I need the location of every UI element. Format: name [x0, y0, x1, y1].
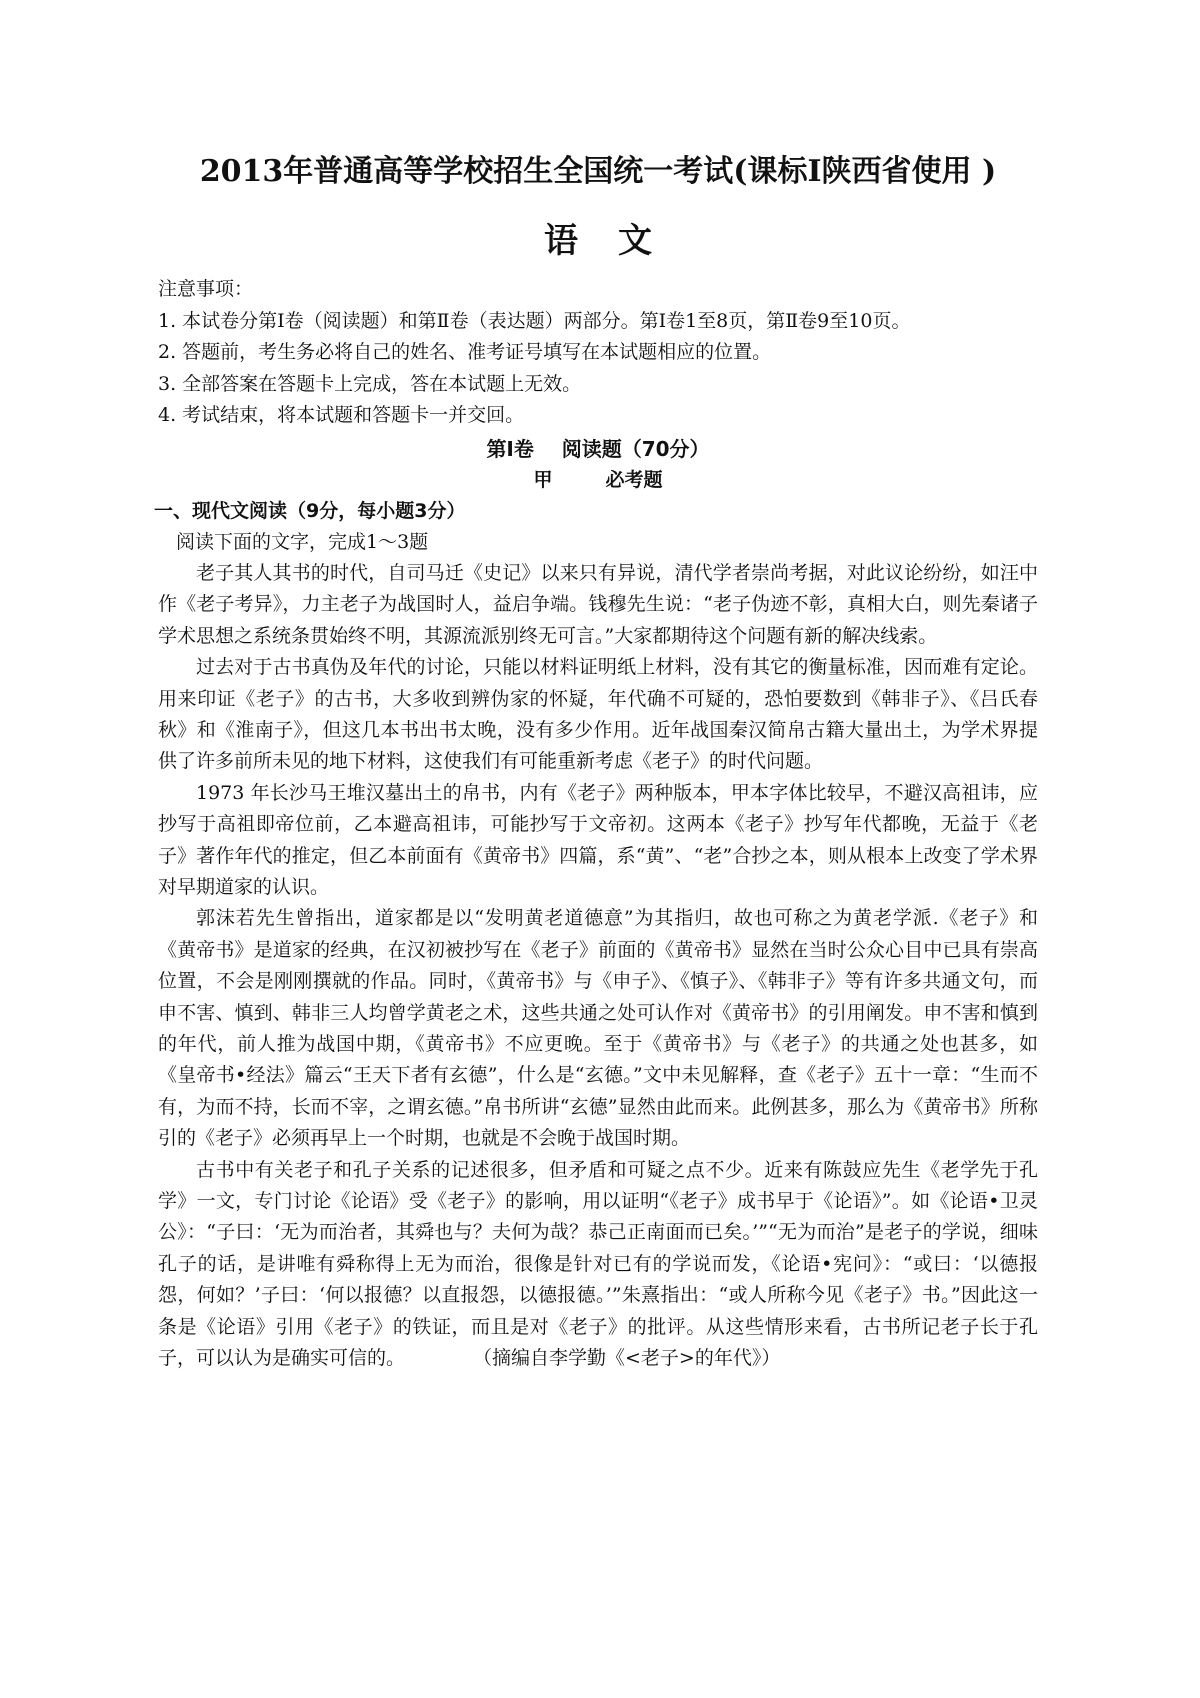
exam-title: 2013年普通高等学校招生全国统一考试(课标Ⅰ陕西省使用 ) [199, 154, 997, 189]
notice-item: 4. 考试结束，将本试题和答题卡一并交回。 [158, 404, 525, 426]
notice-block [158, 274, 1038, 432]
notice-item: 2. 答题前，考生务必将自己的姓名、准考证号填写在本试题相应的位置。 [158, 341, 772, 363]
part-title: 一、现代文阅读（9分，每小题3分） [154, 499, 466, 522]
passage-paragraph: 郭沫若先生曾指出，道家都是以“发明黄老道德意”为其指归，故也可称之为黄老学派.《老子》和《黄帝书》是道家的经典，在汉初被抄写在《老子》前面的《黄帝书》显然在当时公众心目中已具有崇高位置，不会是刚刚撰就的作品。同时，《黄帝书》与《申子》、《慎子》、《韩非子》等有许多共通文句，而申不害、慎到、韩非三人均曾学黄老之术，这些共通之处可认作对《黄帝书》的引用阐发。申不害和慎到的年代，前人推为战国中期，《黄帝书》不应更晚。至于《黄帝书》与《老子》的共通之处也甚多，如《皇帝书•经法》篇云“王天下者有玄德”，什么是“玄德。”文中未见解释，查《老子》五十一章：“生而不有，为而不持，长而不宰，之谓玄德。”帛书所讲“玄德”显然由此而来。此例甚多，那么为《黄帝书》所称引的《老子》必须再早上一个时期，也就是不会晚于战国时期。 [158, 907, 1038, 1150]
exam-page [154, 150, 1038, 1374]
notice-item: 3. 全部答案在答题卡上完成，答在本试题上无效。 [158, 372, 582, 395]
passage-paragraph-text: 古书中有关老子和孔子关系的记述很多，但矛盾和可疑之点不少。近来有陈鼓应先生《老学先于孔学》一文，专门讨论《论语》受《老子》的影响，用以证明“《老子》成书早于《论语》”。如《论语•卫灵公》：“子曰：‘无为而治者，其舜也与？夫何为哉？恭己正南面而已矣。’”“无为而治”是老子的学说，细味孔子的话，是讲唯有舜称得上无为而治，很像是针对已有的学说而发，《论语•宪问》：“或曰：‘以德报怨，何如？’子曰：‘何以报德？以直报怨，以德报德。’”朱熹指出：“或人所称今见《老子》书。”因此这一条是《论语》引用《老子》的铁证，而且是对《老子》的批评。从这些情形来看，古书所记老子长于孔子，可以认为是确实可信的。 [158, 1158, 1038, 1370]
section-subtitle: 甲 必考题 [533, 468, 663, 491]
notice-item: 1. 本试卷分第Ⅰ卷（阅读题）和第Ⅱ卷（表达题）两部分。第Ⅰ卷1至8页，第Ⅱ卷9至10页。 [158, 309, 911, 332]
passage-paragraph: 1973 年长沙马王堆汉墓出土的帛书，内有《老子》两种版本，甲本字体比较早，不避汉高祖讳，应抄写于高祖即帝位前，乙本避高祖讳，可能抄写于文帝初。这两本《老子》抄写年代都晚，无益于《老子》著作年代的推定，但乙本前面有《黄帝书》四篇，系“黄”、“老”合抄之本，则从根本上改变了学术界对早期道家的认识。 [158, 781, 1038, 898]
reading-instruction: 阅读下面的文字，完成1～3题 [176, 530, 429, 553]
passage-paragraph-last [158, 1155, 1038, 1375]
passage-source: （摘编自李学勤《<老子>的年代》） [473, 1347, 781, 1370]
section-title: 第Ⅰ卷 阅读题（70分） [486, 436, 710, 461]
subject-title: 语文 [544, 221, 692, 261]
notice-heading: 注意事项： [158, 278, 254, 300]
passage-paragraph: 老子其人其书的时代，自司马迁《史记》以来只有异说，清代学者崇尚考据，对此议论纷纷，如汪中作《老子考异》，力主老子为战国时人，益启争端。钱穆先生说：“老子伪迹不彰，真相大白，则先秦诸子学术思想之系统条贯始终不明，其源流派别终无可言。”大家都期待这个问题有新的解决线索。 [158, 561, 1038, 647]
passage-paragraph: 过去对于古书真伪及年代的讨论，只能以材料证明纸上材料，没有其它的衡量标准，因而难有定论。用来印证《老子》的古书，大多收到辨伪家的怀疑，年代确不可疑的，恐怕要数到《韩非子》、《吕氏春秋》和《淮南子》，但这几本书出书太晚，没有多少作用。近年战国秦汉简帛古籍大量出土，为学术界提供了许多前所未见的地下材料，这使我们有可能重新考虑《老子》的时代问题。 [158, 656, 1038, 773]
